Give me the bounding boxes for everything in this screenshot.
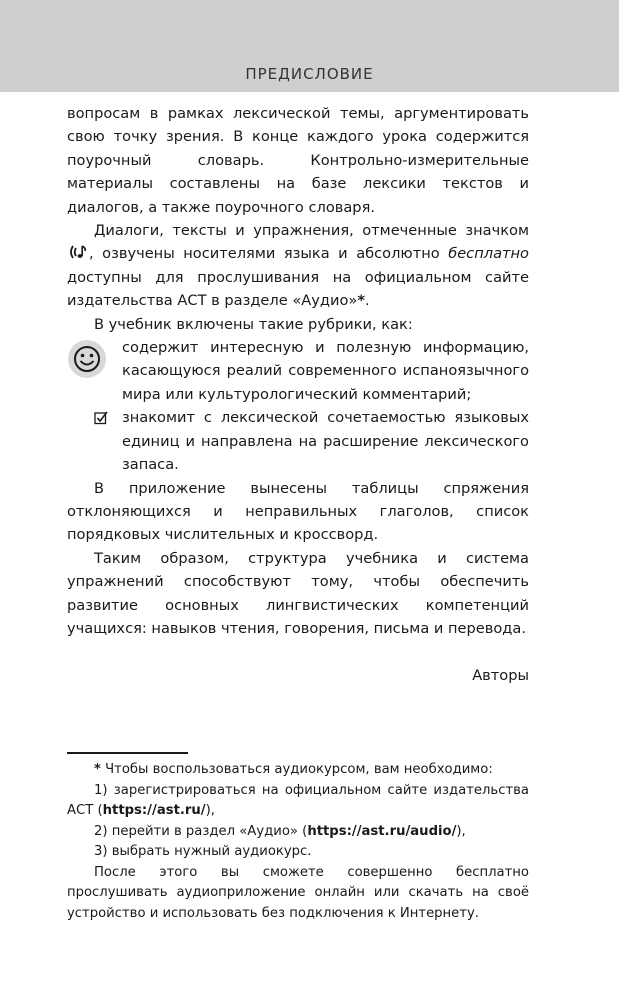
- signature: Авторы: [472, 667, 529, 685]
- step1-text: 1) зарегистрироваться на официальном сайте издательства АСТ (: [67, 782, 529, 818]
- conclusion-paragraph: Таким образом, структура учебника и система упражнений способствуют тому, чтобы обеспечить развитие основных лингвистических компетенций учащихся: навыков чтения, говорения, письма и перевода.: [67, 549, 529, 637]
- audio-text-end: .: [364, 292, 370, 310]
- footnote-intro: [67, 760, 529, 781]
- footnote-step-2: [67, 822, 529, 843]
- rubric-item-info: [67, 336, 529, 406]
- footnote-intro-text: Чтобы воспользоваться аудиокурсом, вам необходимо:: [105, 762, 493, 777]
- rubric-text-lexis: знакомит с лексической сочетаемостью языковых единиц и направлена на расширение лексического запаса.: [122, 409, 529, 474]
- audio-text-3: доступны для прослушивания на официальном сайте издательства АСТ в разделе «Аудио»: [67, 268, 529, 310]
- step1-end: ),: [205, 803, 215, 818]
- step2-text: 2) перейти в раздел «Аудио» (: [94, 823, 308, 839]
- ast-audio-link[interactable]: https://ast.ru/audio/: [307, 823, 457, 839]
- audio-paragraph: [67, 219, 529, 313]
- appendix-paragraph: В приложение вынесены таблицы спряжения отклоняющихся и неправильных глаголов, список порядковых числительных и кроссворд.: [67, 479, 529, 544]
- page-title: ПРЕДИСЛОВИЕ: [245, 65, 374, 83]
- audio-text-1: Диалоги, тексты и упражнения, отмеченные значком: [94, 222, 529, 240]
- audio-icon: [68, 244, 88, 260]
- footnote-closing: После этого вы сможете совершенно бесплатно прослушивать аудиоприложение онлайн или скачать на своё устройство и использовать без подключения к Интернету.: [67, 864, 529, 921]
- main-text: [67, 102, 529, 688]
- footnote-rule: [67, 752, 188, 754]
- ast-link[interactable]: https://ast.ru/: [102, 803, 206, 818]
- rubrics-intro: В учебник включены такие рубрики, как:: [94, 315, 413, 333]
- smiley-icon: [67, 339, 107, 379]
- footnote-step-3: 3) выбрать нужный аудиокурс.: [94, 844, 312, 859]
- footnote-step-1: [67, 781, 529, 822]
- footnote-marker: *: [357, 292, 365, 310]
- checkbox-icon: [94, 411, 108, 425]
- rubric-item-lexis: [67, 406, 529, 476]
- footnote: [67, 760, 529, 924]
- free-emphasis: бесплатно: [448, 245, 529, 263]
- footnote-star: *: [94, 762, 101, 777]
- intro-paragraph: вопросам в рамках лексической темы, аргументировать свою точку зрения. В конце каждого урока содержится поурочный словарь. Контрольно-измерительные материалы составлены на базе лексики текстов и диалогов, а также поурочного словаря.: [67, 105, 529, 216]
- audio-text-2: , озвучены носителями языка и абсолютно: [89, 245, 440, 263]
- step2-end: ),: [456, 823, 466, 839]
- rubric-text-info: содержит интересную и полезную информацию, касающуюся реалий современного испаноязычного мира или культурологический комментарий;: [122, 339, 529, 403]
